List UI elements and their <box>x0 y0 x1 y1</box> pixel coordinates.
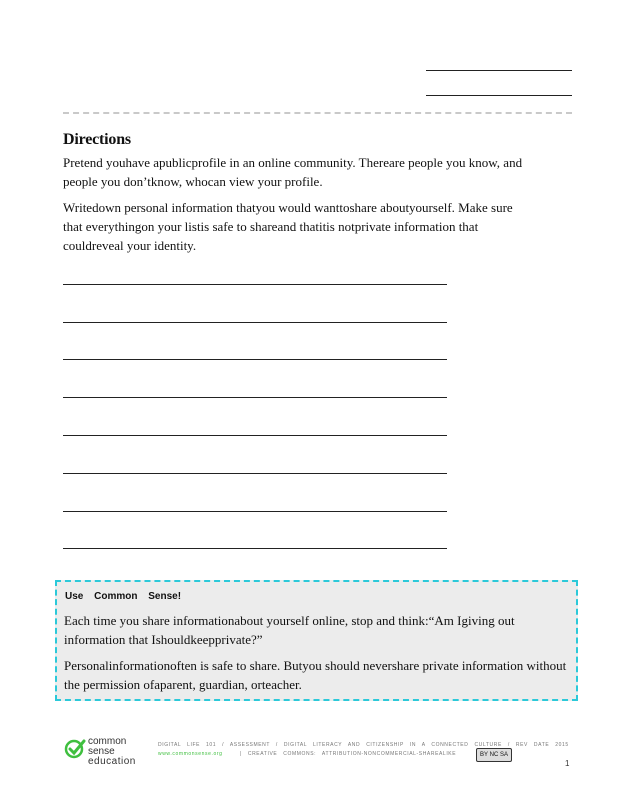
answer-line-4[interactable] <box>63 397 447 398</box>
answer-line-6[interactable] <box>63 473 447 474</box>
answer-line-2[interactable] <box>63 322 447 323</box>
logo-line-2: sense <box>88 746 115 757</box>
curriculum-text: DIGITAL LIFE 101 / ASSESSMENT / DIGITAL LITERACY AND CITIZENSHIP IN A CONNECTED CULTURE / REV DATE 2015 <box>158 742 569 748</box>
date-line[interactable] <box>426 95 572 96</box>
logo-line-3: education <box>88 756 136 767</box>
tip-box-paragraph-2: Personalinformationoften is safe to share. Butyou should nevershare private information without the permission ofaparent, guardian, orteacher. <box>64 658 567 692</box>
tip-box <box>55 580 578 701</box>
directions-paragraph-2: Writedown personal information thatyou would wanttoshare aboutyourself. Make sure that everythingon your listis safe to shareand thatitis notprivate information that couldreveal your identity. <box>63 200 513 253</box>
creative-commons-badge: BY NC SA <box>476 748 512 762</box>
directions-paragraph-1: Pretend youhave apublicprofile in an online community. Thereare people you know, and people you don’tknow, whocan view your profile. <box>63 155 523 189</box>
tip-box-paragraph-1: Each time you share informationabout yourself online, stop and think:“Am Igiving out information that Ishouldkeepprivate?” <box>64 613 515 647</box>
website-link[interactable]: www.commonsense.org <box>158 751 223 757</box>
logo-line-1: common <box>88 736 127 747</box>
page-number: 1 <box>565 759 570 768</box>
directions-title: Directions <box>63 131 131 148</box>
common-sense-logo <box>64 736 154 770</box>
header-divider <box>63 112 572 114</box>
check-circle-icon <box>64 738 86 760</box>
answer-line-8[interactable] <box>63 548 447 549</box>
answer-line-3[interactable] <box>63 359 447 360</box>
tip-box-title: Use Common Sense! <box>65 591 182 602</box>
answer-line-1[interactable] <box>63 284 447 285</box>
answer-line-7[interactable] <box>63 511 447 512</box>
answer-line-5[interactable] <box>63 435 447 436</box>
license-text: | CREATIVE COMMONS: ATTRIBUTION-NONCOMMERCIAL-SHAREALIKE <box>240 751 457 757</box>
name-line[interactable] <box>426 70 572 71</box>
